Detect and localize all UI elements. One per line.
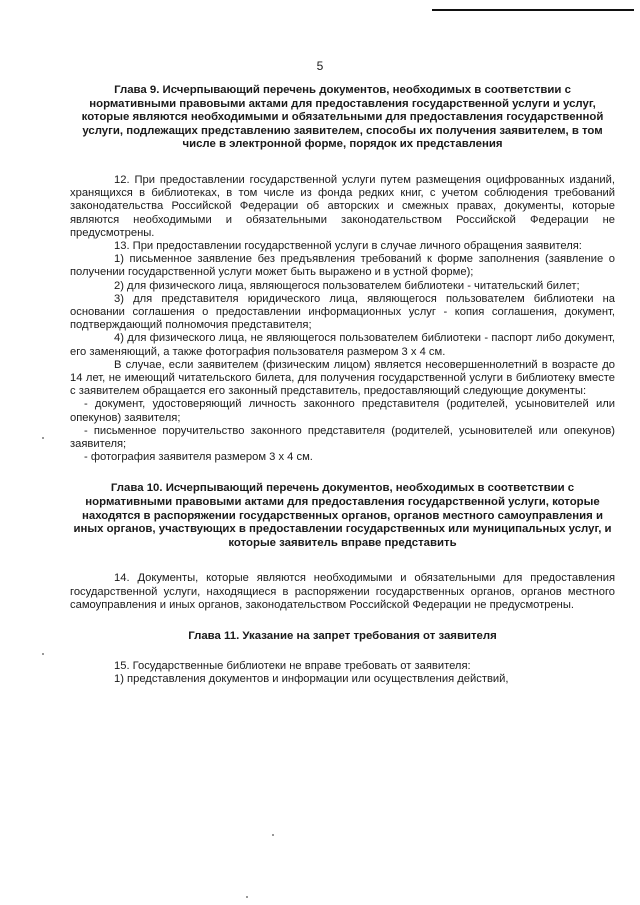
- paragraph-minor: В случае, если заявителем (физическим лицом) является несовершеннолетний в возрасте до 14 лет, не имеющий читательского билета, для получения государственной услуги в библиотеку вместе с заявителем обращается его законный представитель, предоставляющий следующие документы:: [70, 358, 615, 398]
- list-item-4: 4) для физического лица, не являющегося пользователем библиотеки - паспорт либо документ, его заменяющий, а также фотография пользователя размером 3 х 4 см.: [70, 332, 615, 358]
- chapter-10-title: Глава 10. Исчерпывающий перечень документов, необходимых в соответствии с нормативными правовыми актами для предоставления государственной услуги, которые находятся в распоряжении государственных органов, органов местного самоуправления и иных органов, участвующих в предоставлении государственных или муниципальных услуг, и которые заявитель вправе представить: [73, 482, 612, 549]
- document-body: [70, 82, 615, 686]
- scan-speck: [246, 896, 248, 898]
- paragraph-14: 14. Документы, которые являются необходимыми и обязательными для предоставления государственной услуги, находящиеся в распоряжении государственных органов, органов местного самоуправления и иных органов, законодательством Российской Федерации не предусмотрены.: [70, 572, 615, 611]
- list-item-1: 1) письменное заявление без предъявления требований к форме заполнения (заявление о получении государственной услуги может быть выражено и в устной форме);: [70, 253, 615, 279]
- top-rule: [432, 9, 634, 11]
- dash-item-guarantee: - письменное поручительство законного представителя (родителей, усыновителей или опекунов) заявителя;: [70, 424, 615, 451]
- paragraph-13: 13. При предоставлении государственной услуги в случае личного обращения заявителя:: [114, 239, 582, 252]
- scan-speck: [272, 834, 274, 836]
- paragraph-15-item-1: 1) представления документов и информации или осуществления действий,: [114, 672, 509, 685]
- scan-speck: [42, 653, 44, 655]
- chapter-9-title: Глава 9. Исчерпывающий перечень документов, необходимых в соответствии с нормативными правовыми актами для предоставления государственной услуги и услуг, которые являются необходимыми и обязательными для предоставления государственной услуги, подлежащих представлению заявителем, способы их получения заявителем, в том числе в электронной форме, порядок их представления: [81, 84, 604, 151]
- scan-speck: [42, 437, 44, 439]
- dash-item-identity-document: - документ, удостоверяющий личность законного представителя (родителей, усыновителей или опекунов) заявителя;: [70, 398, 615, 424]
- chapter-11-title: Глава 11. Указание на запрет требования от заявителя: [188, 630, 497, 643]
- paragraph-15: 15. Государственные библиотеки не вправе требовать от заявителя:: [114, 659, 471, 672]
- list-item-3: 3) для представителя юридического лица, являющегося пользователем библиотеки на основании соглашения о предоставлении информационных услуг - копия соглашения, документ, подтверждающий полномочия представителя;: [70, 292, 615, 332]
- paragraph-12: 12. При предоставлении государственной услуги путем размещения оцифрованных изданий, хранящихся в библиотеках, в том числе из фонда редких книг, с учетом соблюдения требований законодательства Российской Федерации об авторских и смежных правах, документы, которые являются необходимыми и обязательными законодательством Российской Федерации не предусмотрены.: [70, 173, 615, 239]
- list-item-2: 2) для физического лица, являющегося пользователем библиотеки - читательский билет;: [114, 279, 580, 292]
- page-number: 5: [316, 59, 324, 73]
- dash-item-photo: - фотография заявителя размером 3 х 4 см.: [84, 451, 313, 464]
